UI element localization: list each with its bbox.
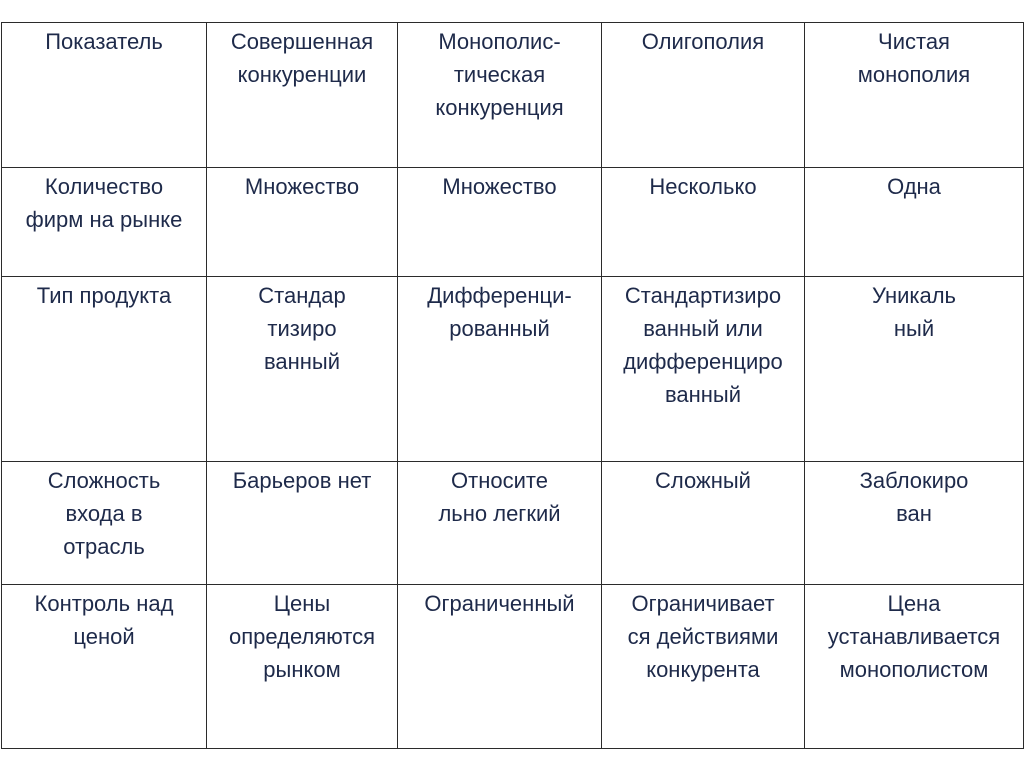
header-cell-perfect-competition: Совершенная конкуренции: [207, 23, 398, 168]
table-cell: Сложность входа в отрасль: [2, 462, 207, 585]
table-header-row: [2, 23, 1024, 168]
header-cell-monopolistic-competition: Монополис- тическая конкуренция: [398, 23, 602, 168]
table-row: [2, 462, 1024, 585]
table-row: [2, 277, 1024, 462]
table-cell: Ограниченный: [398, 585, 602, 749]
table-cell: Стандартизиро ванный или дифференциро ванный: [602, 277, 805, 462]
table-cell: Тип продукта: [2, 277, 207, 462]
table-cell: Сложный: [602, 462, 805, 585]
table-cell: Стандар тизиро ванный: [207, 277, 398, 462]
table-cell: Количество фирм на рынке: [2, 168, 207, 277]
table-cell: Заблокиро ван: [805, 462, 1024, 585]
table-cell: Ограничивает ся действиями конкурента: [602, 585, 805, 749]
table-cell: Одна: [805, 168, 1024, 277]
table-cell: Уникаль ный: [805, 277, 1024, 462]
header-cell-pure-monopoly: Чистая монополия: [805, 23, 1024, 168]
table-cell: Цены определяются рынком: [207, 585, 398, 749]
table-cell: Относите льно легкий: [398, 462, 602, 585]
header-cell-oligopoly: Олигополия: [602, 23, 805, 168]
table-row: [2, 585, 1024, 749]
table-cell: Множество: [398, 168, 602, 277]
table-cell: Несколько: [602, 168, 805, 277]
table-cell: Множество: [207, 168, 398, 277]
table-cell: Барьеров нет: [207, 462, 398, 585]
market-structures-table: [1, 22, 1024, 749]
table-cell: Контроль над ценой: [2, 585, 207, 749]
table-cell: Дифференци- рованный: [398, 277, 602, 462]
header-cell-indicator: Показатель: [2, 23, 207, 168]
table-row: [2, 168, 1024, 277]
table-cell: Цена устанавливается монополистом: [805, 585, 1024, 749]
